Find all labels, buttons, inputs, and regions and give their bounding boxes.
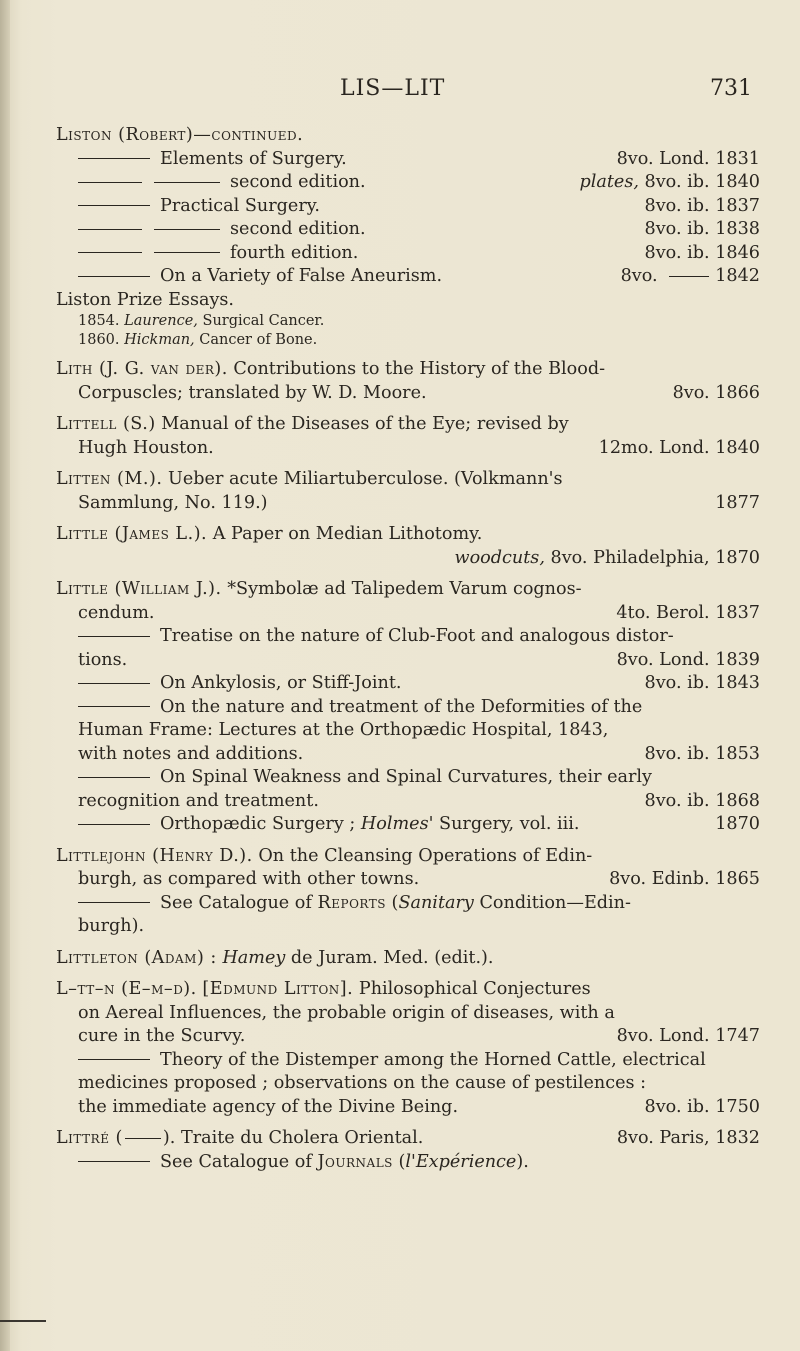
entry-little-william bbox=[56, 578, 760, 837]
item-imprint: 8vo. ib. 1750 bbox=[644, 1096, 760, 1117]
entry-title-cont: burgh, as compared with other towns. bbox=[78, 869, 420, 889]
list-item-cont bbox=[56, 649, 760, 673]
entry-title: *Symbolæ ad Talipedem Varum cognos- bbox=[227, 579, 582, 599]
item-imprint: 8vo. ib. 1868 bbox=[644, 790, 760, 811]
list-item bbox=[56, 1049, 760, 1073]
item-imprint: 8vo. Lond. 1747 bbox=[616, 1026, 760, 1046]
item-imprint bbox=[546, 171, 760, 195]
imprint-text: 8vo. Philadelphia, 1870 bbox=[550, 547, 760, 568]
list-item-cont bbox=[56, 1072, 760, 1096]
item-title-cont: medicines proposed ; observations on the cause of pestilences : bbox=[78, 1073, 647, 1093]
item-title: Orthopædic Surgery ; bbox=[160, 814, 356, 834]
list-item-cont bbox=[56, 743, 760, 767]
entry-title-cont: cendum. bbox=[78, 602, 155, 623]
list-item-cont bbox=[56, 915, 760, 939]
entry-author: Littré ( bbox=[56, 1128, 123, 1148]
list-item bbox=[56, 148, 760, 172]
imprint-text: 8vo. ib. 1840 bbox=[644, 172, 760, 192]
entry-author: Littlejohn (Henry D.). bbox=[56, 845, 253, 866]
list-item: See Catalogue of Journals (l'Expérience). bbox=[56, 1151, 760, 1175]
ditto-dash bbox=[78, 1161, 150, 1162]
list-item bbox=[56, 195, 760, 219]
see-reference-italic: l'Expérience bbox=[405, 1151, 517, 1172]
ditto-dash bbox=[154, 182, 220, 183]
ditto-dash bbox=[78, 636, 150, 637]
entry-littleton bbox=[56, 947, 760, 971]
entry-title: Ueber acute Miliartuberculose. (Volkmann's bbox=[168, 469, 563, 489]
entry-heading: Liston (Robert)—continued. bbox=[56, 125, 304, 145]
entry-line bbox=[56, 492, 760, 516]
see-reference-cont: burgh). bbox=[78, 916, 145, 936]
item-imprint: 8vo. Paris, 1832 bbox=[616, 1128, 760, 1148]
list-item bbox=[56, 672, 760, 696]
cross-reference: de Juram. Med. (edit.). bbox=[290, 947, 494, 968]
item-imprint: 8vo. ib. 1837 bbox=[644, 195, 760, 216]
item-imprint: 8vo. Lond. 1839 bbox=[616, 649, 760, 670]
see-reference: See Catalogue of bbox=[160, 892, 312, 913]
entry-line bbox=[56, 868, 760, 892]
ditto-dash bbox=[78, 182, 142, 183]
item-title: second edition. bbox=[230, 219, 366, 239]
item-title-cont: tions. bbox=[78, 649, 128, 670]
see-reference: See Catalogue of bbox=[160, 1151, 312, 1172]
item-title: Practical Surgery. bbox=[160, 195, 320, 216]
item-title: second edition. bbox=[230, 172, 366, 192]
entry-author-full: [Edmund Litton]. bbox=[202, 979, 354, 999]
entry-littre bbox=[56, 1127, 760, 1174]
item-title-italic: Holmes' bbox=[360, 814, 434, 834]
ditto-dash bbox=[78, 777, 150, 778]
item-title-cont: Human Frame: Lectures at the Orthopædic Hospital, 1843, bbox=[78, 720, 609, 740]
book-spine-shadow bbox=[0, 0, 10, 1351]
entry-line bbox=[56, 602, 760, 626]
imprint-italic: woodcuts, bbox=[454, 547, 545, 568]
ditto-dash bbox=[669, 276, 709, 277]
page-number: 731 bbox=[710, 76, 752, 101]
entry-title: A Paper on Median Lithotomy. bbox=[212, 524, 483, 544]
entry-litton bbox=[56, 978, 760, 1119]
entry-author: Lith (J. G. van der). bbox=[56, 359, 228, 379]
item-title: Surgery, vol. iii. bbox=[439, 814, 580, 834]
entry-author: Litten (M.). bbox=[56, 469, 163, 489]
ditto-dash bbox=[78, 706, 150, 707]
list-item bbox=[56, 696, 760, 720]
ditto-dash bbox=[78, 158, 150, 159]
ditto-dash bbox=[125, 1138, 161, 1139]
ditto-dash bbox=[78, 276, 150, 277]
imprint-text: 8vo. bbox=[620, 266, 658, 286]
entry-line bbox=[56, 1025, 760, 1049]
see-reference: Condition—Edin- bbox=[479, 892, 631, 913]
entry-title-cont: cure in the Scurvy. bbox=[78, 1026, 246, 1046]
entry-littlejohn bbox=[56, 845, 760, 939]
prize-year: 1860. bbox=[78, 332, 120, 348]
entry-line bbox=[56, 382, 760, 406]
item-imprint bbox=[546, 265, 760, 289]
list-item bbox=[56, 171, 760, 195]
entry-author: L–tt–n (E–m–d). bbox=[56, 979, 197, 999]
entry-line bbox=[56, 468, 760, 492]
item-title: On a Variety of False Aneurism. bbox=[160, 266, 443, 286]
entry-author-close: ). bbox=[162, 1128, 176, 1148]
entry-litten bbox=[56, 468, 760, 515]
prize-heading: Liston Prize Essays. bbox=[56, 289, 235, 310]
item-imprint: 8vo. ib. 1853 bbox=[644, 743, 760, 764]
list-item bbox=[56, 312, 760, 331]
ditto-dash bbox=[78, 252, 142, 253]
catalogue-entries bbox=[56, 124, 760, 1174]
corner-rule bbox=[0, 1320, 46, 1322]
item-imprint: 8vo. Lond. 1831 bbox=[616, 148, 760, 169]
entry-line bbox=[56, 978, 760, 1002]
entry-author: Littleton (Adam) : bbox=[56, 947, 217, 968]
see-reference-italic: Sanitary bbox=[398, 892, 474, 913]
running-title: LIS—LIT bbox=[340, 76, 446, 101]
item-imprint: 8vo. ib. 1838 bbox=[644, 219, 760, 239]
ditto-dash bbox=[78, 824, 150, 825]
item-title-cont: recognition and treatment. bbox=[78, 790, 319, 811]
list-item bbox=[56, 625, 760, 649]
see-reference-target: Journals bbox=[317, 1151, 393, 1172]
item-imprint: 1870 bbox=[715, 814, 760, 834]
item-imprint: 4to. Berol. 1837 bbox=[616, 602, 760, 623]
entry-liston bbox=[56, 124, 760, 350]
entry-title-cont: on Aereal Influences, the probable origin of diseases, with a bbox=[78, 1002, 615, 1023]
entry-title: On the Cleansing Operations of Edin- bbox=[258, 845, 593, 866]
entry-line bbox=[56, 437, 760, 461]
imprint-italic: plates, bbox=[579, 172, 639, 192]
ditto-dash bbox=[78, 683, 150, 684]
ditto-dash bbox=[78, 229, 142, 230]
list-item bbox=[56, 265, 760, 289]
entry-line bbox=[56, 358, 760, 382]
item-imprint: 8vo. ib. 1843 bbox=[644, 673, 760, 693]
list-item bbox=[56, 766, 760, 790]
entry-lith bbox=[56, 358, 760, 405]
ditto-dash bbox=[154, 252, 220, 253]
entry-author: Littell (S.) bbox=[56, 414, 156, 434]
list-item: See Catalogue of Reports (Sanitary Condition—Edin- bbox=[56, 892, 760, 916]
entry-title-cont: Hugh Houston. bbox=[78, 437, 214, 458]
entry-author: Little (James L.). bbox=[56, 524, 208, 544]
entry-line bbox=[56, 523, 760, 547]
item-imprint: 1877 bbox=[715, 492, 760, 513]
item-title-cont: the immediate agency of the Divine Being. bbox=[78, 1096, 459, 1117]
entry-title: Contributions to the History of the Blood- bbox=[233, 359, 606, 379]
item-imprint: 8vo. ib. 1846 bbox=[644, 242, 760, 263]
ditto-dash bbox=[78, 1059, 150, 1060]
item-title: Treatise on the nature of Club-Foot and analogous distor- bbox=[160, 626, 674, 646]
entry-line bbox=[56, 547, 760, 571]
list-item-cont bbox=[56, 1096, 760, 1120]
prize-title: Cancer of Bone. bbox=[199, 332, 318, 348]
prize-author: Laurence, bbox=[124, 313, 198, 329]
entry-title: Manual of the Diseases of the Eye; revised by bbox=[161, 414, 569, 434]
ditto-dash bbox=[78, 902, 150, 903]
list-item bbox=[56, 331, 760, 350]
list-item-cont bbox=[56, 719, 760, 743]
entry-line bbox=[56, 1127, 760, 1151]
entry-littell bbox=[56, 413, 760, 460]
list-item bbox=[56, 813, 760, 837]
page-header bbox=[0, 76, 800, 106]
item-title: Theory of the Distemper among the Horned Cattle, electrical bbox=[160, 1049, 706, 1070]
entry-line bbox=[56, 1002, 760, 1026]
ditto-dash bbox=[78, 205, 150, 206]
item-title: On the nature and treatment of the Deformities of the bbox=[160, 696, 643, 717]
entry-title: Traite du Cholera Oriental. bbox=[180, 1128, 424, 1148]
prize-year: 1854. bbox=[78, 313, 120, 329]
entry-little-james bbox=[56, 523, 760, 570]
item-title: On Ankylosis, or Stiff-Joint. bbox=[160, 673, 402, 693]
prize-author: Hickman, bbox=[124, 332, 195, 348]
entry-author: Little (William J.). bbox=[56, 579, 222, 599]
list-item bbox=[56, 218, 760, 242]
item-title: On Spinal Weakness and Spinal Curvatures, their early bbox=[160, 767, 652, 787]
cross-reference-italic: Hamey bbox=[222, 947, 286, 968]
imprint-year: 1842 bbox=[715, 266, 760, 286]
see-reference-target: Reports bbox=[317, 892, 386, 913]
item-imprint: 8vo. Edinb. 1865 bbox=[609, 869, 760, 889]
prize-title: Surgical Cancer. bbox=[202, 313, 325, 329]
entry-title: Philosophical Conjectures bbox=[358, 979, 591, 999]
item-title: Elements of Surgery. bbox=[160, 148, 347, 169]
item-imprint: 12mo. Lond. 1840 bbox=[598, 437, 760, 458]
entry-title-cont: Sammlung, No. 119.) bbox=[78, 492, 268, 513]
ditto-dash bbox=[154, 229, 220, 230]
list-item bbox=[56, 242, 760, 266]
entry-line bbox=[56, 845, 760, 869]
item-title-cont: with notes and additions. bbox=[78, 743, 304, 764]
item-title: fourth edition. bbox=[230, 242, 359, 263]
item-imprint bbox=[455, 547, 760, 571]
item-imprint: 8vo. 1866 bbox=[672, 382, 760, 403]
list-item-cont bbox=[56, 790, 760, 814]
entry-line bbox=[56, 413, 760, 437]
entry-line bbox=[56, 578, 760, 602]
entry-title-cont: Corpuscles; translated by W. D. Moore. bbox=[78, 382, 427, 403]
entry-line bbox=[56, 947, 760, 971]
